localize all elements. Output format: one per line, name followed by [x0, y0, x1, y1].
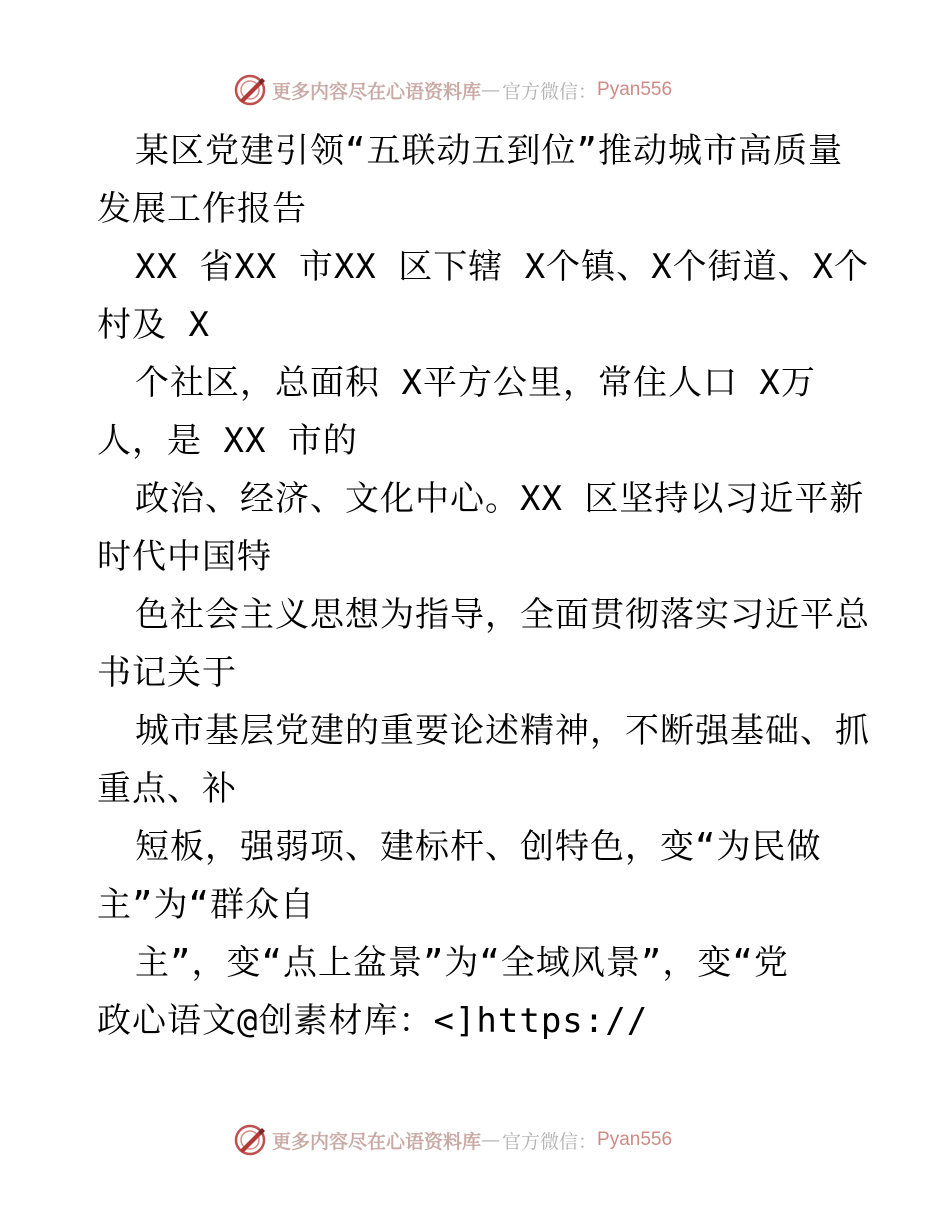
pen-logo-icon: [232, 72, 268, 108]
banner-text: 更多内容尽在心语资料库: [272, 1130, 482, 1153]
pen-logo-icon: [232, 1122, 268, 1158]
banner-separator: —: [481, 79, 501, 101]
banner-wechat-label: 官方微信：: [502, 1130, 598, 1153]
banner-text: 更多内容尽在心语资料库: [272, 80, 482, 103]
banner-wechat-id: Pyan556: [597, 79, 673, 100]
text-line: 主”，变“点上盆景”为“全域风景”，变“党: [135, 943, 789, 983]
text-line: 某区党建引领“五联动五到位”推动城市高质量: [135, 131, 843, 171]
text-line: 时代中国特: [97, 537, 272, 577]
footer-watermark: [232, 1120, 672, 1160]
header-watermark: [232, 70, 672, 110]
text-line: 短板，强弱项、建标杆、创特色，变“为民做: [135, 827, 822, 867]
text-line: 重点、补: [97, 769, 237, 809]
text-line: XX 省XX 市XX 区下辖 X个镇、X个街道、X个: [135, 247, 870, 287]
text-line: 色社会主义思想为指导，全面贯彻落实习近平总: [135, 595, 870, 635]
banner-separator: —: [481, 1129, 501, 1151]
text-line: 政心语文@创素材库：<]https://: [97, 1001, 649, 1041]
text-line: 村及 X: [97, 305, 210, 345]
text-line: 城市基层党建的重要论述精神，不断强基础、抓: [135, 711, 870, 751]
text-line: 主”为“群众自: [97, 885, 315, 925]
text-line: 书记关于: [97, 653, 237, 693]
text-line: 政治、经济、文化中心。XX 区坚持以习近平新: [135, 479, 865, 519]
banner-wechat-label: 官方微信：: [502, 80, 598, 103]
banner-wechat-id: Pyan556: [597, 1129, 673, 1150]
text-line: 人，是 XX 市的: [97, 421, 358, 461]
text-line: 个社区，总面积 X平方公里，常住人口 X万: [135, 363, 816, 403]
body-text: [97, 122, 877, 1050]
text-line: 发展工作报告: [97, 189, 307, 229]
